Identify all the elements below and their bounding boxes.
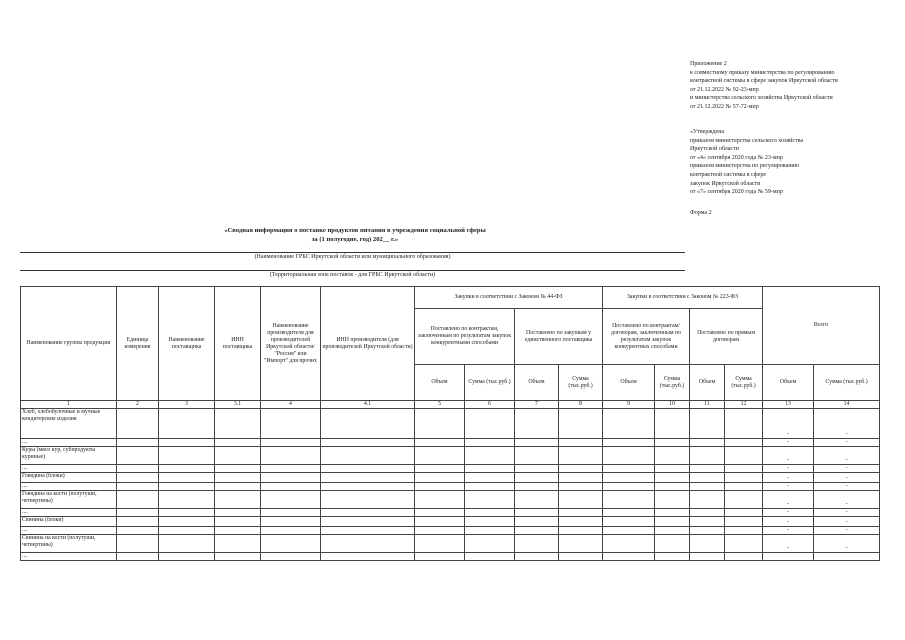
table-cell bbox=[515, 553, 559, 561]
table-cell bbox=[415, 527, 465, 535]
table-cell bbox=[261, 439, 321, 447]
table-row-item bbox=[21, 483, 880, 491]
table-cell bbox=[515, 517, 559, 527]
table-cell bbox=[415, 473, 465, 483]
table-cell bbox=[465, 491, 515, 509]
table-cell bbox=[261, 527, 321, 535]
table-cell bbox=[655, 483, 690, 491]
table-cell bbox=[215, 439, 261, 447]
total-volume-cell: - bbox=[763, 473, 814, 483]
table-cell bbox=[321, 517, 415, 527]
table-cell bbox=[690, 465, 725, 473]
table-cell bbox=[515, 509, 559, 517]
table-cell bbox=[415, 409, 465, 439]
total-sum-cell: - bbox=[814, 483, 880, 491]
table-cell bbox=[159, 553, 215, 561]
table-cell bbox=[159, 527, 215, 535]
table-cell bbox=[725, 509, 763, 517]
product-rows bbox=[21, 409, 880, 561]
column-number-cell: 11 bbox=[690, 401, 725, 409]
table-cell bbox=[215, 409, 261, 439]
header-cell: Объем bbox=[415, 365, 465, 401]
total-sum-cell: - bbox=[814, 491, 880, 509]
row-label: Говядина на кости (полутуши, четвертины) bbox=[21, 491, 117, 509]
table-row-item bbox=[21, 509, 880, 517]
table-cell bbox=[725, 527, 763, 535]
table-cell bbox=[261, 483, 321, 491]
appendix-line: контрактной системы в сфере закупок Иркутской области bbox=[690, 78, 838, 85]
table-row-item bbox=[21, 439, 880, 447]
row-label: .... bbox=[21, 553, 117, 561]
table-cell bbox=[603, 483, 655, 491]
table-cell bbox=[559, 409, 603, 439]
table-cell bbox=[159, 509, 215, 517]
header-cell: Поставлено по контрактам/договорам, заключенным по результатам закупок конкурентных способами bbox=[603, 309, 690, 365]
table-cell bbox=[725, 483, 763, 491]
table-cell bbox=[415, 553, 465, 561]
row-label: .... bbox=[21, 439, 117, 447]
table-cell bbox=[515, 465, 559, 473]
column-number-cell: 12 bbox=[725, 401, 763, 409]
table-cell bbox=[559, 517, 603, 527]
header-cell: Сумма (тыс.руб.) bbox=[655, 365, 690, 401]
total-volume-cell bbox=[763, 553, 814, 561]
approved-line: закупок Иркутской области bbox=[690, 180, 761, 187]
total-sum-cell: - bbox=[814, 465, 880, 473]
table-cell bbox=[159, 491, 215, 509]
total-sum-cell: - bbox=[814, 473, 880, 483]
table-cell bbox=[725, 473, 763, 483]
row-label: .... bbox=[21, 465, 117, 473]
column-numbers-row bbox=[21, 401, 880, 409]
header-cell: Поставлено по закупкам у единственного поставщика bbox=[515, 309, 603, 365]
header-cell: ИНН поставщика bbox=[215, 287, 261, 401]
row-label: Свинина (блоки) bbox=[21, 517, 117, 527]
header-cell: Сумма (тыс.руб.) bbox=[814, 365, 880, 401]
table-cell bbox=[261, 491, 321, 509]
column-number-cell: 14 bbox=[814, 401, 880, 409]
total-sum-cell: - bbox=[814, 439, 880, 447]
table-cell bbox=[321, 439, 415, 447]
table-cell bbox=[725, 465, 763, 473]
table-cell bbox=[117, 553, 159, 561]
table-row-group bbox=[21, 535, 880, 553]
table-cell bbox=[159, 409, 215, 439]
appendix-line: к совместному приказу министерства по регулированию bbox=[690, 69, 835, 76]
table-cell bbox=[465, 439, 515, 447]
table-cell bbox=[515, 483, 559, 491]
table-cell bbox=[690, 491, 725, 509]
table-cell bbox=[655, 527, 690, 535]
table-cell bbox=[690, 483, 725, 491]
header-cell: Объем bbox=[603, 365, 655, 401]
table-cell bbox=[261, 447, 321, 465]
table-cell bbox=[690, 473, 725, 483]
table-cell bbox=[321, 465, 415, 473]
table-cell bbox=[159, 473, 215, 483]
table-cell bbox=[690, 439, 725, 447]
table-cell bbox=[321, 527, 415, 535]
table-cell bbox=[603, 517, 655, 527]
title-line: за (1 полугодие, год) 202__ г.» bbox=[311, 235, 399, 243]
table-row-group bbox=[21, 491, 880, 509]
column-number-cell: 13 bbox=[763, 401, 814, 409]
table-row-group bbox=[21, 473, 880, 483]
appendix-line: Приложение 2 bbox=[690, 61, 727, 67]
column-number-cell: 7 bbox=[515, 401, 559, 409]
total-sum-cell: - bbox=[814, 409, 880, 439]
table-cell bbox=[655, 447, 690, 465]
table-cell bbox=[117, 473, 159, 483]
table-cell bbox=[321, 553, 415, 561]
table-cell bbox=[655, 509, 690, 517]
table-cell bbox=[117, 447, 159, 465]
table-cell bbox=[215, 465, 261, 473]
column-number-cell: 8 bbox=[559, 401, 603, 409]
header-cell: Закупки в соответствии с Законом № 223-ФЗ bbox=[603, 287, 763, 309]
column-number-cell: 5 bbox=[415, 401, 465, 409]
table-cell bbox=[117, 483, 159, 491]
table-row-group bbox=[21, 447, 880, 465]
table-cell bbox=[655, 553, 690, 561]
table-cell bbox=[215, 527, 261, 535]
row-label: Свинина на кости (полутуши, четвертины) bbox=[21, 535, 117, 553]
table-cell bbox=[690, 447, 725, 465]
table-cell bbox=[215, 517, 261, 527]
table-cell bbox=[415, 517, 465, 527]
table-cell bbox=[215, 473, 261, 483]
appendix-line: от 21.12.2022 № 92-23-мпр bbox=[690, 86, 759, 93]
table-cell bbox=[559, 535, 603, 553]
table-cell bbox=[465, 517, 515, 527]
table-cell bbox=[465, 409, 515, 439]
header-cell: Всего bbox=[763, 287, 880, 365]
table-cell bbox=[603, 465, 655, 473]
total-volume-cell: - bbox=[763, 535, 814, 553]
table-cell bbox=[159, 483, 215, 491]
underline-caption: (Наименование ГРБС Иркутской области или муниципального образования) bbox=[254, 254, 451, 260]
table-cell bbox=[559, 553, 603, 561]
table-cell bbox=[117, 409, 159, 439]
table-cell bbox=[465, 527, 515, 535]
header-cell: Сумма (тыс.руб.) bbox=[465, 365, 515, 401]
header-cell: Закупки в соответствии с Законом № 44-ФЗ bbox=[415, 287, 603, 309]
table-cell bbox=[603, 447, 655, 465]
approved-line: «Утверждена bbox=[690, 129, 725, 135]
table-cell bbox=[655, 517, 690, 527]
table-cell bbox=[321, 491, 415, 509]
total-volume-cell: - bbox=[763, 509, 814, 517]
table-row-item bbox=[21, 553, 880, 561]
row-label: Куры (мясо кур, субпродукты куриные) bbox=[21, 447, 117, 465]
total-sum-cell: - bbox=[814, 517, 880, 527]
table-cell bbox=[117, 465, 159, 473]
table-cell bbox=[415, 483, 465, 491]
header-cell: Наименование группы продукции bbox=[21, 287, 117, 401]
table-cell bbox=[559, 439, 603, 447]
table-cell bbox=[725, 517, 763, 527]
header-cell: Объем bbox=[690, 365, 725, 401]
table-row-item bbox=[21, 527, 880, 535]
row-label: .... bbox=[21, 527, 117, 535]
table-cell bbox=[465, 509, 515, 517]
header-cell: Сумма (тыс.руб.) bbox=[559, 365, 603, 401]
appendix-block bbox=[690, 60, 895, 112]
supply-table bbox=[20, 286, 880, 561]
table-row-item bbox=[21, 465, 880, 473]
table-cell bbox=[515, 447, 559, 465]
table-cell bbox=[465, 473, 515, 483]
table-cell bbox=[725, 553, 763, 561]
table-cell bbox=[465, 535, 515, 553]
table-cell bbox=[215, 447, 261, 465]
table-cell bbox=[117, 509, 159, 517]
table-cell bbox=[159, 517, 215, 527]
table-cell bbox=[725, 447, 763, 465]
table-cell bbox=[261, 509, 321, 517]
table-cell bbox=[321, 473, 415, 483]
table-cell bbox=[603, 535, 655, 553]
table-cell bbox=[690, 535, 725, 553]
table-cell bbox=[321, 483, 415, 491]
table-cell bbox=[321, 535, 415, 553]
table-cell bbox=[603, 509, 655, 517]
row-label: Хлеб, хлебобулочные и мучные кондитерские изделия bbox=[21, 409, 117, 439]
table-cell bbox=[559, 509, 603, 517]
total-volume-cell: - bbox=[763, 517, 814, 527]
header-cell: Наименование поставщика bbox=[159, 287, 215, 401]
table-cell bbox=[515, 491, 559, 509]
table-cell bbox=[655, 491, 690, 509]
total-volume-cell: - bbox=[763, 409, 814, 439]
table-cell bbox=[515, 535, 559, 553]
total-volume-cell: - bbox=[763, 447, 814, 465]
table-cell bbox=[215, 553, 261, 561]
table-cell bbox=[215, 509, 261, 517]
total-sum-cell: - bbox=[814, 447, 880, 465]
table-cell bbox=[559, 527, 603, 535]
column-number-cell: 4 bbox=[261, 401, 321, 409]
table-cell bbox=[261, 409, 321, 439]
table-cell bbox=[603, 491, 655, 509]
table-cell bbox=[415, 439, 465, 447]
table-cell bbox=[655, 409, 690, 439]
table-cell bbox=[261, 517, 321, 527]
table-cell bbox=[690, 517, 725, 527]
table-row-group bbox=[21, 409, 880, 439]
table-cell bbox=[690, 527, 725, 535]
approved-line: приказом министерства сельского хозяйства bbox=[690, 137, 804, 144]
document-title bbox=[200, 227, 510, 244]
column-number-cell: 3 bbox=[159, 401, 215, 409]
column-number-cell: 10 bbox=[655, 401, 690, 409]
table-cell bbox=[261, 473, 321, 483]
table-cell bbox=[117, 535, 159, 553]
row-label: Говядина (блоки) bbox=[21, 473, 117, 483]
table-cell bbox=[117, 517, 159, 527]
header-cell: Сумма (тыс.руб.) bbox=[725, 365, 763, 401]
table-cell bbox=[690, 553, 725, 561]
table-cell bbox=[415, 447, 465, 465]
table-cell bbox=[559, 465, 603, 473]
table-cell bbox=[603, 553, 655, 561]
column-number-cell: 4.1 bbox=[321, 401, 415, 409]
total-volume-cell: - bbox=[763, 465, 814, 473]
table-cell bbox=[261, 535, 321, 553]
table-cell bbox=[725, 409, 763, 439]
table-cell bbox=[603, 439, 655, 447]
table-cell bbox=[655, 465, 690, 473]
table-cell bbox=[415, 535, 465, 553]
table-cell bbox=[117, 527, 159, 535]
table-row-group bbox=[21, 517, 880, 527]
table-cell bbox=[690, 509, 725, 517]
column-number-cell: 3.1 bbox=[215, 401, 261, 409]
table-cell bbox=[559, 483, 603, 491]
table-cell bbox=[603, 409, 655, 439]
row-label: .... bbox=[21, 509, 117, 517]
table-cell bbox=[321, 509, 415, 517]
table-cell bbox=[515, 527, 559, 535]
approved-line: от «4» сентября 2020 года № 23-мпр bbox=[690, 154, 783, 161]
table-cell bbox=[117, 491, 159, 509]
header-cell: Поставлено по прямым договорам bbox=[690, 309, 763, 365]
table-cell bbox=[559, 447, 603, 465]
table-cell bbox=[655, 439, 690, 447]
total-sum-cell: - bbox=[814, 527, 880, 535]
table-cell bbox=[321, 409, 415, 439]
table-cell bbox=[515, 473, 559, 483]
table-cell bbox=[690, 409, 725, 439]
table-cell bbox=[655, 473, 690, 483]
table-cell bbox=[465, 553, 515, 561]
table-cell bbox=[215, 535, 261, 553]
column-number-cell: 9 bbox=[603, 401, 655, 409]
appendix-line: и министерства сельского хозяйства Иркутской области bbox=[690, 95, 833, 102]
table-cell bbox=[215, 491, 261, 509]
table-cell bbox=[559, 473, 603, 483]
approved-line: Иркутской области bbox=[690, 146, 739, 153]
approved-line: контрактной системы в сфере bbox=[690, 171, 766, 178]
table-cell bbox=[725, 439, 763, 447]
table-cell bbox=[725, 491, 763, 509]
underline-fill-line bbox=[20, 270, 685, 271]
column-number-cell: 2 bbox=[117, 401, 159, 409]
column-number-cell: 1 bbox=[21, 401, 117, 409]
table-cell bbox=[159, 439, 215, 447]
total-sum-cell: - bbox=[814, 535, 880, 553]
table-cell bbox=[725, 535, 763, 553]
table-cell bbox=[261, 465, 321, 473]
header-cell: Поставлено по контрактам, заключенным по результатам закупок конкурентными способами bbox=[415, 309, 515, 365]
table-cell bbox=[515, 409, 559, 439]
column-number-cell: 6 bbox=[465, 401, 515, 409]
table-cell bbox=[655, 535, 690, 553]
header-cell: Наименование производителя для производителей Иркутской области/ "Россия" или "Импорт" для прочих bbox=[261, 287, 321, 401]
appendix-line: от 21.12.2022 № 57-72-мпр bbox=[690, 103, 759, 110]
approved-line: приказом министерства по регулированию bbox=[690, 163, 800, 170]
table-cell bbox=[415, 491, 465, 509]
header-cell: Единица измерения bbox=[117, 287, 159, 401]
approved-line: от «7» сентября 2020 года № 59-мпр bbox=[690, 189, 783, 196]
underline-caption: (Территориальная зона поставок - для ГРБС Иркутской области) bbox=[269, 272, 436, 278]
total-sum-cell: - bbox=[814, 509, 880, 517]
table-cell bbox=[415, 509, 465, 517]
table-cell bbox=[215, 483, 261, 491]
table-cell bbox=[117, 439, 159, 447]
table-cell bbox=[603, 527, 655, 535]
table-cell bbox=[465, 465, 515, 473]
column-number-row bbox=[21, 401, 880, 409]
total-volume-cell: - bbox=[763, 439, 814, 447]
table-cell bbox=[261, 553, 321, 561]
approved-block bbox=[690, 128, 895, 197]
table-cell bbox=[159, 465, 215, 473]
table-cell bbox=[465, 483, 515, 491]
total-volume-cell: - bbox=[763, 527, 814, 535]
table-cell bbox=[603, 473, 655, 483]
row-label: .... bbox=[21, 483, 117, 491]
form-number: Форма 2 bbox=[690, 210, 712, 216]
table-cell bbox=[515, 439, 559, 447]
table-cell bbox=[415, 465, 465, 473]
header-cell: ИНН производителя (для производителей Иркутской области) bbox=[321, 287, 415, 401]
total-volume-cell: - bbox=[763, 491, 814, 509]
header-cell: Объем bbox=[763, 365, 814, 401]
header-cell: Объем bbox=[515, 365, 559, 401]
table-cell bbox=[159, 447, 215, 465]
table-cell bbox=[321, 447, 415, 465]
underline-fill-line bbox=[20, 252, 685, 253]
table-cell bbox=[159, 535, 215, 553]
table-cell bbox=[559, 491, 603, 509]
total-volume-cell: - bbox=[763, 483, 814, 491]
table-cell bbox=[465, 447, 515, 465]
title-line: «Сводная информация о поставке продуктов питания в учреждения социальной сферы bbox=[224, 227, 486, 234]
total-sum-cell bbox=[814, 553, 880, 561]
